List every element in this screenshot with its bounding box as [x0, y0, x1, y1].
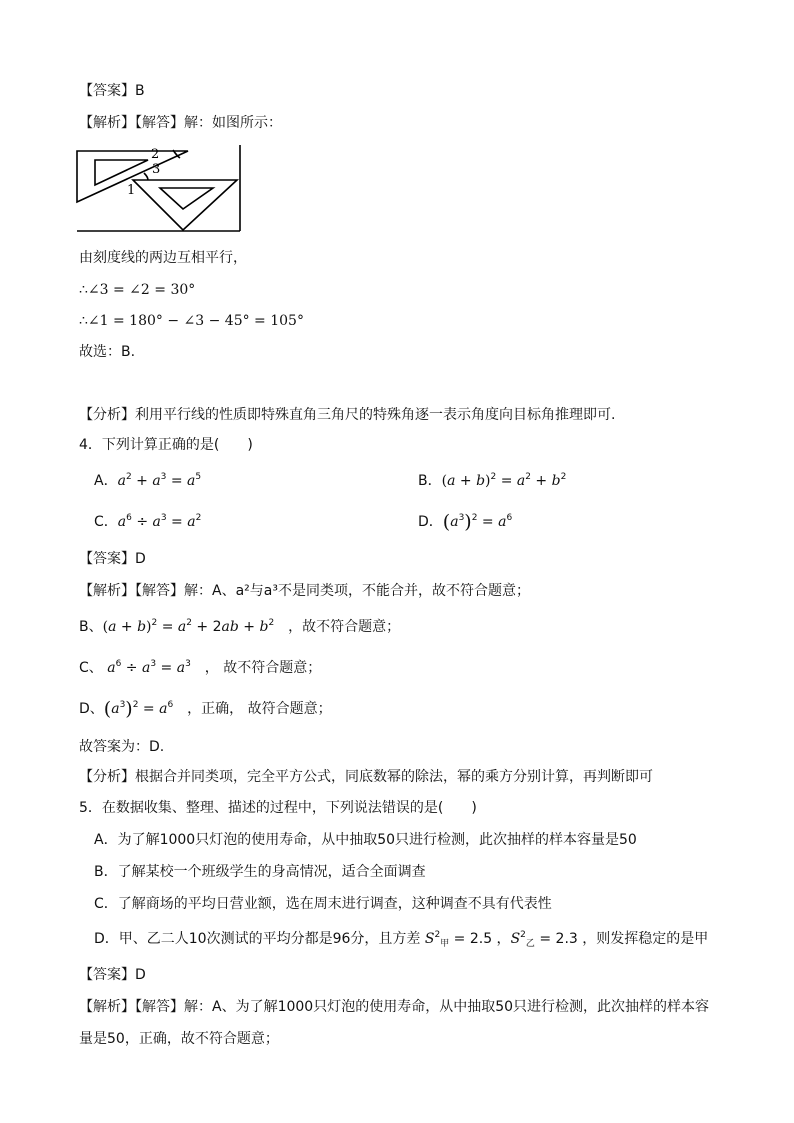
q5-option-c: C．了解商场的平均日营业额，选在周末进行调查，这种调查不具有代表性 [94, 896, 552, 912]
label-3: 3 [152, 162, 161, 177]
q3-step1: 由刻度线的两边互相平行， [79, 250, 247, 266]
q4-analysis-c: C、 $a^6 \div a^3 = a^3$ ， 故不符合题意； [79, 659, 322, 676]
q4-analysis-d: D、$(a^3)^2 = a^6$ ，正确， 故符合题意； [79, 698, 332, 720]
q3-step2: ∴∠3 = ∠2 = 30° [79, 282, 196, 298]
q4-option-a: A．$a^2 + a^3 = a^5$ [94, 472, 202, 489]
q3-analysis-intro: 【解析】【解答】解：如图所示： [79, 115, 282, 131]
label-2: 2 [151, 147, 160, 162]
angle-3-arc [144, 173, 148, 180]
q5-stem: 5．在数据收集、整理、描述的过程中，下列说法错误的是( ) [79, 800, 477, 816]
answer-tag: 【答案】 [79, 83, 135, 99]
q5-option-a: A．为了解1000只灯泡的使用寿命，从中抽取50只进行检测，此次抽样的样本容量是50 [94, 832, 637, 848]
triangle-rulers-figure [74, 142, 246, 234]
right-triangle-inner [160, 188, 213, 209]
q3-step3: ∴∠1 = 180° − ∠3 − 45° = 105° [79, 313, 304, 329]
q3-fenxi: 【分析】利用平行线的性质即特殊直角三角尺的特殊角逐一表示角度向目标角推理即可. [79, 407, 616, 423]
answer-value: B [135, 83, 145, 99]
q4-option-d: D．$(a^3)^2 = a^6$ [418, 511, 513, 533]
q4-option-b: B．$(a + b)^2 = a^2 + b^2$ [418, 472, 567, 489]
q4-analysis-b: B、$(a + b)^2 = a^2 + 2ab + b^2$ ，故不符合题意； [79, 618, 401, 635]
q5-analysis-line1: 【解析】【解答】解：A、为了解1000只灯泡的使用寿命，从中抽取50只进行检测，此次抽样的样本容 [79, 999, 710, 1015]
q5-analysis-line2: 量是50，正确，故不符合题意； [79, 1031, 279, 1047]
q4-analysis-a: 【解析】【解答】解：A、a²与a³不是同类项，不能合并，故不符合题意； [79, 583, 530, 599]
q4-answer: 【答案】D [79, 551, 146, 567]
q4-stem: 4．下列计算正确的是( ) [79, 437, 253, 453]
label-1: 1 [127, 183, 136, 198]
q3-choose: 故选：B. [79, 344, 136, 360]
q5-answer: 【答案】D [79, 967, 146, 983]
q3-answer [79, 81, 145, 101]
q5-option-d: D．甲、乙二人10次测试的平均分都是96分，且方差 $S^2_甲 = 2.5$ ，$S^2_乙 = 2.3$ ，则发挥稳定的是甲 [94, 930, 709, 949]
q5-option-b: B．了解某校一个班级学生的身高情况，适合全面调查 [94, 864, 426, 880]
q4-conclusion: 故答案为：D. [79, 739, 165, 755]
q4-fenxi: 【分析】根据合并同类项，完全平方公式，同底数幂的除法，幂的乘方分别计算，再判断即可 [79, 769, 653, 785]
q4-option-c: C．$a^6 \div a^3 = a^2$ [94, 513, 202, 530]
